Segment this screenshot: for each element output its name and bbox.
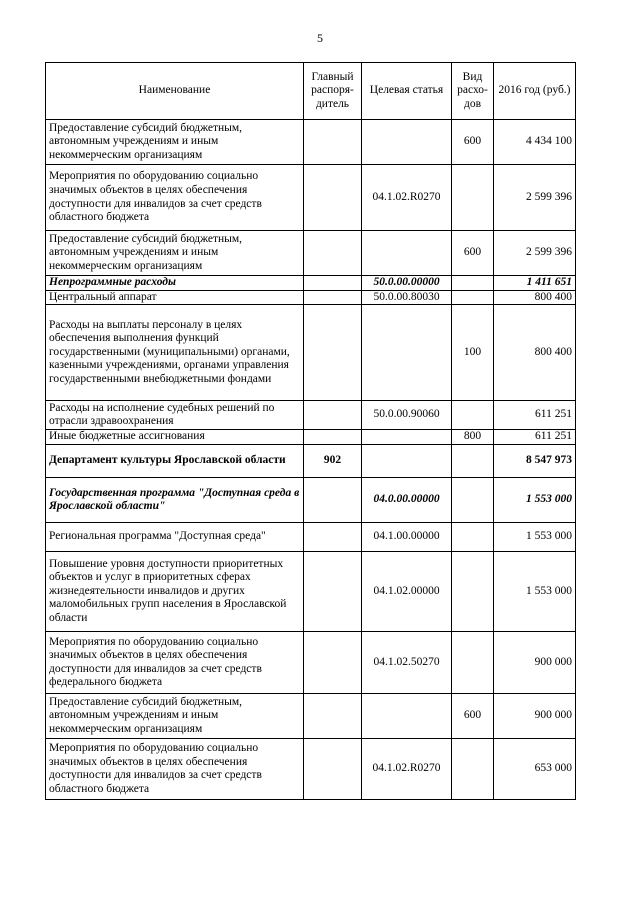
table-row <box>46 290 576 305</box>
row-target-article <box>362 694 452 739</box>
row-main-manager <box>304 401 362 430</box>
header-name: Наименование <box>46 63 304 120</box>
table-row <box>46 430 576 445</box>
table-row <box>46 632 576 694</box>
page-number: 5 <box>317 31 323 45</box>
row-target-article <box>362 430 452 445</box>
row-name: Мероприятия по оборудованию социально значимых объектов в целях обеспечения доступности для инвалидов за счет средств федерального бюджета <box>46 632 304 694</box>
row-main-manager <box>304 305 362 401</box>
row-amount: 900 000 <box>494 632 576 694</box>
row-expense-type <box>452 523 494 552</box>
row-expense-type: 600 <box>452 694 494 739</box>
row-amount: 8 547 973 <box>494 445 576 478</box>
row-main-manager <box>304 120 362 165</box>
row-main-manager <box>304 694 362 739</box>
row-target-article: 04.1.00.00000 <box>362 523 452 552</box>
row-name: Повышение уровня доступности приоритетных объектов и услуг в приоритетных сферах жизнедеятельности инвалидов и других маломобильных групп населения в Ярославской области <box>46 552 304 632</box>
row-expense-type <box>452 739 494 800</box>
row-target-article <box>362 231 452 276</box>
row-amount: 1 553 000 <box>494 552 576 632</box>
table-row <box>46 401 576 430</box>
row-main-manager <box>304 523 362 552</box>
row-name: Иные бюджетные ассигнования <box>46 430 304 445</box>
row-name: Предоставление субсидий бюджетным, автономным учреждениям и иным некоммерческим организациям <box>46 231 304 276</box>
row-target-article: 50.0.00.00000 <box>362 276 452 291</box>
row-target-article: 04.1.02.00000 <box>362 552 452 632</box>
table-row <box>46 739 576 800</box>
row-amount: 1 553 000 <box>494 523 576 552</box>
header-year-2016: 2016 год (руб.) <box>494 63 576 120</box>
row-name: Мероприятия по оборудованию социально значимых объектов в целях обеспечения доступности для инвалидов за счет средств областного бюджета <box>46 165 304 231</box>
header-main-manager: Главный распоря-дитель <box>304 63 362 120</box>
row-expense-type <box>452 290 494 305</box>
table-row <box>46 231 576 276</box>
row-target-article: 50.0.00.90060 <box>362 401 452 430</box>
row-main-manager <box>304 231 362 276</box>
table-row <box>46 120 576 165</box>
row-amount: 611 251 <box>494 430 576 445</box>
row-target-article <box>362 120 452 165</box>
row-expense-type: 100 <box>452 305 494 401</box>
row-main-manager: 902 <box>304 445 362 478</box>
row-name: Региональная программа "Доступная среда" <box>46 523 304 552</box>
row-main-manager <box>304 290 362 305</box>
budget-table <box>45 62 576 800</box>
row-main-manager <box>304 165 362 231</box>
row-name: Расходы на исполнение судебных решений по отрасли здравоохранения <box>46 401 304 430</box>
row-target-article: 04.1.02.R0270 <box>362 165 452 231</box>
row-target-article: 04.1.02.50270 <box>362 632 452 694</box>
row-main-manager <box>304 276 362 291</box>
row-amount: 800 400 <box>494 305 576 401</box>
row-main-manager <box>304 739 362 800</box>
row-expense-type <box>452 478 494 523</box>
row-name: Департамент культуры Ярославской области <box>46 445 304 478</box>
row-amount: 1 553 000 <box>494 478 576 523</box>
header-target-article: Целевая статья <box>362 63 452 120</box>
row-name: Центральный аппарат <box>46 290 304 305</box>
row-name: Государственная программа "Доступная среда в Ярославской области" <box>46 478 304 523</box>
row-amount: 1 411 651 <box>494 276 576 291</box>
row-expense-type: 600 <box>452 120 494 165</box>
row-main-manager <box>304 478 362 523</box>
table-row <box>46 165 576 231</box>
table-header-row <box>46 63 576 120</box>
row-main-manager <box>304 552 362 632</box>
row-target-article <box>362 305 452 401</box>
row-amount: 4 434 100 <box>494 120 576 165</box>
table-row <box>46 478 576 523</box>
row-amount: 611 251 <box>494 401 576 430</box>
row-amount: 653 000 <box>494 739 576 800</box>
row-name: Непрограммные расходы <box>46 276 304 291</box>
row-expense-type <box>452 401 494 430</box>
row-target-article: 04.0.00.00000 <box>362 478 452 523</box>
row-name: Предоставление субсидий бюджетным, автономным учреждениям и иным некоммерческим организациям <box>46 120 304 165</box>
row-expense-type: 600 <box>452 231 494 276</box>
header-expense-type: Вид расхо-дов <box>452 63 494 120</box>
row-main-manager <box>304 632 362 694</box>
table-row <box>46 523 576 552</box>
row-expense-type <box>452 165 494 231</box>
row-name: Мероприятия по оборудованию социально значимых объектов в целях обеспечения доступности для инвалидов за счет средств областного бюджета <box>46 739 304 800</box>
row-expense-type <box>452 552 494 632</box>
row-amount: 900 000 <box>494 694 576 739</box>
row-expense-type: 800 <box>452 430 494 445</box>
table-row <box>46 305 576 401</box>
table-row <box>46 445 576 478</box>
row-name: Предоставление субсидий бюджетным, автономным учреждениям и иным некоммерческим организациям <box>46 694 304 739</box>
row-expense-type <box>452 632 494 694</box>
row-amount: 2 599 396 <box>494 231 576 276</box>
row-amount: 800 400 <box>494 290 576 305</box>
row-target-article: 04.1.02.R0270 <box>362 739 452 800</box>
row-amount: 2 599 396 <box>494 165 576 231</box>
row-target-article <box>362 445 452 478</box>
row-target-article: 50.0.00.80030 <box>362 290 452 305</box>
row-name: Расходы на выплаты персоналу в целях обеспечения выполнения функций государственными (муниципальными) органами, казенными учреждениями, органами управления государственными внебюджетными фондами <box>46 305 304 401</box>
table-row <box>46 552 576 632</box>
table-row <box>46 276 576 291</box>
row-expense-type <box>452 276 494 291</box>
table-row <box>46 694 576 739</box>
row-main-manager <box>304 430 362 445</box>
row-expense-type <box>452 445 494 478</box>
